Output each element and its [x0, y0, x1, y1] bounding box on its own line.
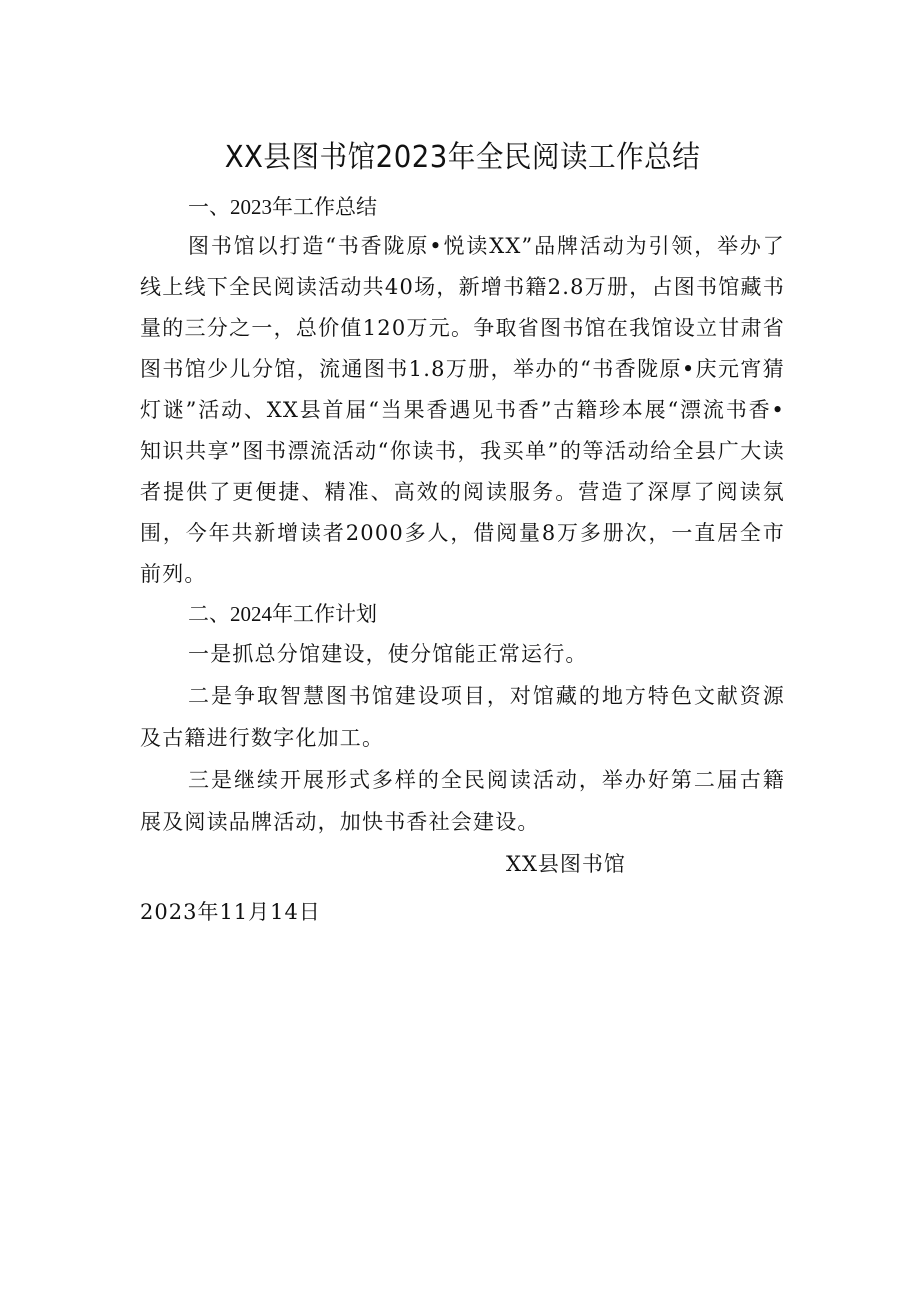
document-date: 2023年11月14日 — [140, 900, 321, 924]
signature-organization: XX县图书馆 — [506, 852, 626, 876]
section-heading-plan — [140, 595, 785, 633]
heading-year: 2024 — [230, 602, 272, 626]
section-heading-summary — [140, 188, 785, 226]
plan-item: 一是抓总分馆建设，使分馆能正常运行。 — [188, 642, 588, 666]
heading-prefix: 二、 — [188, 602, 230, 626]
document-page — [140, 128, 785, 933]
summary-paragraph: 图书馆以打造“书香陇原•悦读XX”品牌活动为引领，举办了线上线下全民阅读活动共40场，新增书籍2.8万册，占图书馆藏书量的三分之一，总价值120万元。争取省图书馆在我馆设立甘肃省图书馆少儿分馆，流通图书1.8万册，举办的“书香陇原•庆元宵猜灯谜”活动、XX县首届“当果香遇见书香”古籍珍本展“漂流书香•知识共享”图书漂流活动“你读书，我买单”的等活动给全县广大读者提供了更便捷、精准、高效的阅读服务。营造了深厚了阅读氛围，今年共新增读者2000多人，借阅量8万多册次，一直居全市前列。 — [140, 234, 785, 586]
heading-prefix: 一、 — [188, 195, 230, 219]
heading-text: 年工作计划 — [272, 602, 377, 626]
plan-item: 三是继续开展形式多样的全民阅读活动，举办好第二届古籍展及阅读品牌活动，加快书香社会建设。 — [140, 768, 785, 834]
heading-year: 2023 — [230, 195, 272, 219]
document-title: XX县图书馆2023年全民阅读工作总结 — [224, 140, 701, 175]
plan-item: 二是争取智慧图书馆建设项目，对馆藏的地方特色文献资源及古籍进行数字化加工。 — [140, 684, 785, 750]
heading-text: 年工作总结 — [272, 195, 377, 219]
